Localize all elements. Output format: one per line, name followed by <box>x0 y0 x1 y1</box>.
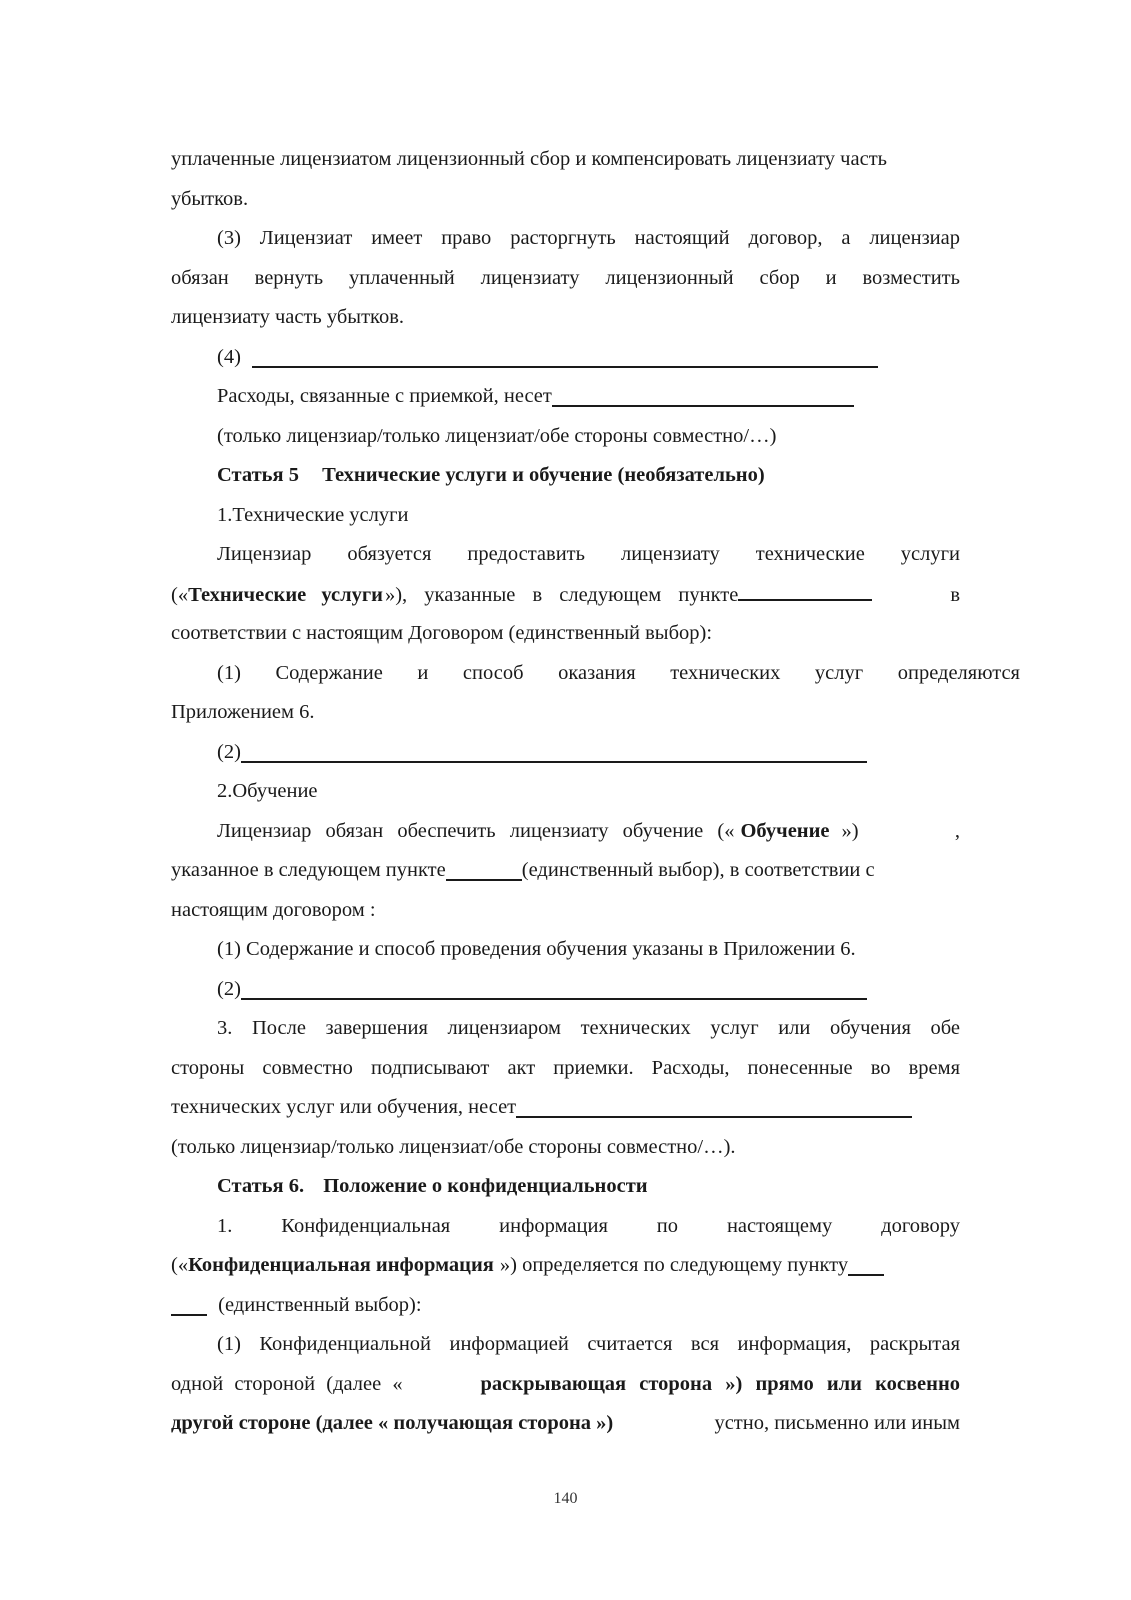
item-number: (2) <box>217 740 241 763</box>
fill-in-blank[interactable] <box>252 342 878 368</box>
line-text: в <box>950 583 960 606</box>
line-text: Расходы, связанные с приемкой, несет <box>217 385 552 407</box>
article-number: Статья 5 <box>217 464 299 486</box>
page-number: 140 <box>553 1490 578 1507</box>
article-title: Технические услуги и обучение (необязательно) <box>322 464 765 486</box>
line-text: (« <box>171 583 189 606</box>
text-line: (3) Лицензиат имеет право расторгнуть настоящий договор, а лицензиар <box>217 227 960 249</box>
bold-term: Конфиденциальная информация <box>188 1254 494 1276</box>
item-number: (4) <box>217 345 241 368</box>
text-line: настоящим договором : <box>171 898 376 921</box>
section-heading: 1.Технические услуги <box>217 503 409 526</box>
text-line <box>171 1246 960 1286</box>
line-text: устно, письменно или иным <box>714 1412 960 1434</box>
text-line: (только лицензиар/только лицензиат/обе стороны совместно/…). <box>171 1135 736 1158</box>
text-line: лицензиату часть убытков. <box>171 306 404 328</box>
text-line <box>171 1088 960 1128</box>
line-text: указанное в следующем пункте <box>171 859 446 881</box>
line-text: Лицензиар обязан обеспечить лицензиату обучение (« <box>217 819 735 842</box>
fill-in-blank[interactable] <box>552 381 854 407</box>
article-number: Статья 6. <box>217 1175 305 1197</box>
text-line: соответствии с настоящим Договором (единственный выбор): <box>171 622 713 644</box>
text-line <box>171 1365 960 1405</box>
text-line: Приложением 6. <box>171 701 315 723</box>
article-heading <box>171 456 960 496</box>
fill-in-blank[interactable] <box>241 737 867 763</box>
text-line <box>171 970 960 1010</box>
article-title: Положение о конфиденциальности <box>323 1175 648 1197</box>
text-line: стороны совместно подписывают акт приемки. Расходы, понесенные во время <box>171 1056 960 1079</box>
text-line: (1) Содержание и способ проведения обучения указаны в Приложении 6. <box>217 938 856 960</box>
text-line: (1) Конфиденциальной информацией считается вся информация, раскрытая <box>217 1333 960 1355</box>
fill-in-blank[interactable] <box>738 575 872 601</box>
line-text: одной стороной (далее « <box>171 1372 403 1395</box>
text-line: Лицензиар обязуется предоставить лицензиату технические услуги <box>217 543 960 565</box>
text-line: 3. После завершения лицензиаром технических услуг или обучения обе <box>217 1017 960 1039</box>
line-text: ») <box>841 819 859 842</box>
text-line: (1) Содержание и способ оказания технических услуг определяются <box>217 661 1020 684</box>
document-page <box>171 140 1020 1444</box>
fill-in-blank[interactable] <box>516 1092 912 1118</box>
bold-term: раскрывающая сторона ») прямо или косвенно <box>480 1372 960 1395</box>
item-number: (2) <box>217 977 241 1000</box>
fill-in-blank[interactable] <box>171 1290 207 1316</box>
line-text: , <box>954 819 960 842</box>
text-line: уплаченные лицензиатом лицензионный сбор и компенсировать лицензиату часть <box>171 148 887 170</box>
text-line <box>171 338 960 378</box>
text-line <box>171 733 960 773</box>
fill-in-blank[interactable] <box>241 974 867 1000</box>
bold-term: другой стороне (далее « получающая сторона ») <box>171 1412 614 1434</box>
section-heading: 2.Обучение <box>217 780 318 802</box>
article-heading <box>171 1167 960 1207</box>
line-text: (« <box>171 1254 189 1276</box>
text-line: убытков. <box>171 187 249 210</box>
text-line <box>171 851 960 891</box>
text-line <box>171 1404 960 1444</box>
text-line: обязан вернуть уплаченный лицензиату лицензионный сбор и возместить <box>171 266 960 289</box>
text-line <box>171 575 960 615</box>
text-line <box>171 377 960 417</box>
text-line: 1. Конфиденциальная информация по настоящему договору <box>217 1214 960 1237</box>
line-text: »), указанные в следующем пункте <box>384 583 739 606</box>
line-text: ») определяется по следующему пункту <box>499 1254 849 1276</box>
line-text: (единственный выбор): <box>218 1293 422 1316</box>
fill-in-blank[interactable] <box>848 1250 884 1276</box>
bold-term: Обучение <box>740 819 830 842</box>
line-text: технических услуг или обучения, несет <box>171 1096 517 1118</box>
bold-term: Технические услуги <box>188 583 383 606</box>
fill-in-blank[interactable] <box>446 855 522 881</box>
text-line <box>171 812 960 852</box>
text-line <box>171 1286 960 1326</box>
line-text: (единственный выбор), в соответствии с <box>521 859 875 881</box>
text-line: (только лицензиар/только лицензиат/обе стороны совместно/…) <box>217 424 777 447</box>
